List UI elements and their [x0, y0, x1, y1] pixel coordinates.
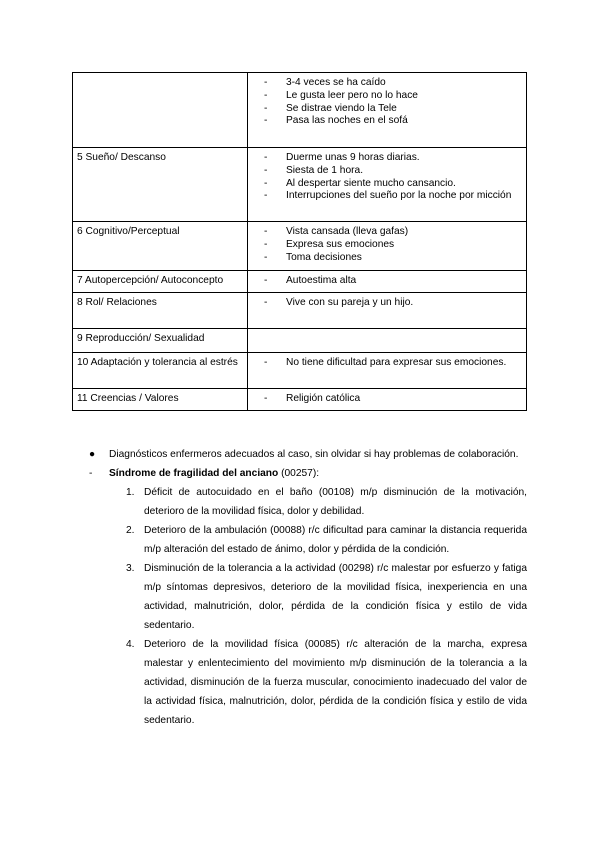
table-row	[73, 353, 527, 389]
notes-list	[264, 77, 522, 128]
item-number: 2.	[126, 525, 135, 536]
list-item: - Interrupciones del sueño por la noche por micción	[264, 190, 522, 203]
pattern-cell: 9 Reproducción/ Sexualidad	[73, 329, 248, 353]
notes-cell	[248, 271, 527, 293]
list-item: - Siesta de 1 hora.	[264, 165, 522, 178]
table-row	[73, 271, 527, 293]
list-item: - Duerme unas 9 horas diarias.	[264, 152, 522, 165]
list-item: - Toma decisiones	[264, 252, 522, 265]
list-item: - 3-4 veces se ha caído	[264, 77, 522, 90]
pattern-cell: 5 Sueño/ Descanso	[73, 148, 248, 222]
syndrome-heading	[72, 464, 527, 483]
list-item: - Le gusta leer pero no lo hace	[264, 90, 522, 103]
item-text: Deterioro de la ambulación (00088) r/c dificultad para caminar la distancia requerida m/p alteración del estado de ánimo, dolor y pérdida de la condición.	[144, 525, 527, 555]
bullet-text: Diagnósticos enfermeros adecuados al caso, sin olvidar si hay problemas de colaboración.	[109, 449, 519, 460]
table-row	[73, 329, 527, 353]
notes-cell	[248, 222, 527, 271]
pattern-cell: 7 Autopercepción/ Autoconcepto	[73, 271, 248, 293]
item-text: Disminución de la tolerancia a la actividad (00298) r/c malestar por esfuerzo y fatiga m/p síntomas depresivos, deterioro de la movilidad física, inexperiencia en una actividad, malnutrición, dolor, pérdida de la condición física y estilo de vida sedentario.	[144, 563, 527, 631]
notes-list	[264, 393, 522, 406]
syndrome-title: Síndrome de fragilidad del anciano	[109, 468, 279, 479]
list-item: - No tiene dificultad para expresar sus emociones.	[264, 357, 522, 370]
item-text: Deterioro de la movilidad física (00085) r/c alteración de la marcha, expresa malestar y enlentecimiento del movimiento m/p disminución de la tolerancia a la actividad, disminución de la fuerza muscular, conocimiento inadecuado del valor de la actividad física, malnutrición, dolor, pérdida de la condición física y estilo de vida sedentario.	[144, 639, 527, 726]
bullet-icon: ●	[89, 449, 96, 460]
list-item: - Autoestima alta	[264, 275, 522, 288]
list-item: - Vive con su pareja y un hijo.	[264, 297, 522, 310]
item-number: 3.	[126, 563, 135, 574]
item-text: Déficit de autocuidado en el baño (00108) m/p disminución de la motivación, deterioro de la movilidad física, dolor y debilidad.	[144, 487, 527, 517]
item-number: 1.	[126, 487, 135, 498]
list-item: - Religión católica	[264, 393, 522, 406]
pattern-cell	[73, 73, 248, 148]
list-item: - Expresa sus emociones	[264, 239, 522, 252]
notes-list	[264, 275, 522, 288]
table-row	[73, 73, 527, 148]
pattern-cell: 6 Cognitivo/Perceptual	[73, 222, 248, 271]
notes-cell	[248, 73, 527, 148]
notes-cell	[248, 353, 527, 389]
bullet-paragraph	[72, 445, 527, 464]
pattern-cell: 8 Rol/ Relaciones	[73, 293, 248, 329]
diagnoses-section	[72, 445, 527, 730]
notes-list	[264, 226, 522, 264]
notes-list	[264, 297, 522, 310]
list-item: - Al despertar siente mucho cansancio.	[264, 178, 522, 191]
list-item	[72, 483, 527, 521]
table-row	[73, 389, 527, 411]
notes-cell	[248, 293, 527, 329]
notes-list	[264, 152, 522, 203]
list-item: - Pasa las noches en el sofá	[264, 115, 522, 128]
notes-list	[264, 357, 522, 370]
functional-patterns-table	[72, 72, 527, 411]
item-number: 4.	[126, 639, 135, 650]
table-row	[73, 293, 527, 329]
notes-cell	[248, 389, 527, 411]
pattern-cell: 11 Creencias / Valores	[73, 389, 248, 411]
notes-cell	[248, 329, 527, 353]
list-item	[72, 559, 527, 635]
list-item	[72, 521, 527, 559]
notes-cell	[248, 148, 527, 222]
pattern-cell: 10 Adaptación y tolerancia al estrés	[73, 353, 248, 389]
list-item	[72, 635, 527, 730]
table-row	[73, 148, 527, 222]
list-item: - Vista cansada (lleva gafas)	[264, 226, 522, 239]
list-item: - Se distrae viendo la Tele	[264, 103, 522, 116]
table-row	[73, 222, 527, 271]
dash-icon: -	[89, 468, 93, 479]
diagnoses-list	[72, 483, 527, 730]
syndrome-code: (00257):	[278, 468, 320, 479]
